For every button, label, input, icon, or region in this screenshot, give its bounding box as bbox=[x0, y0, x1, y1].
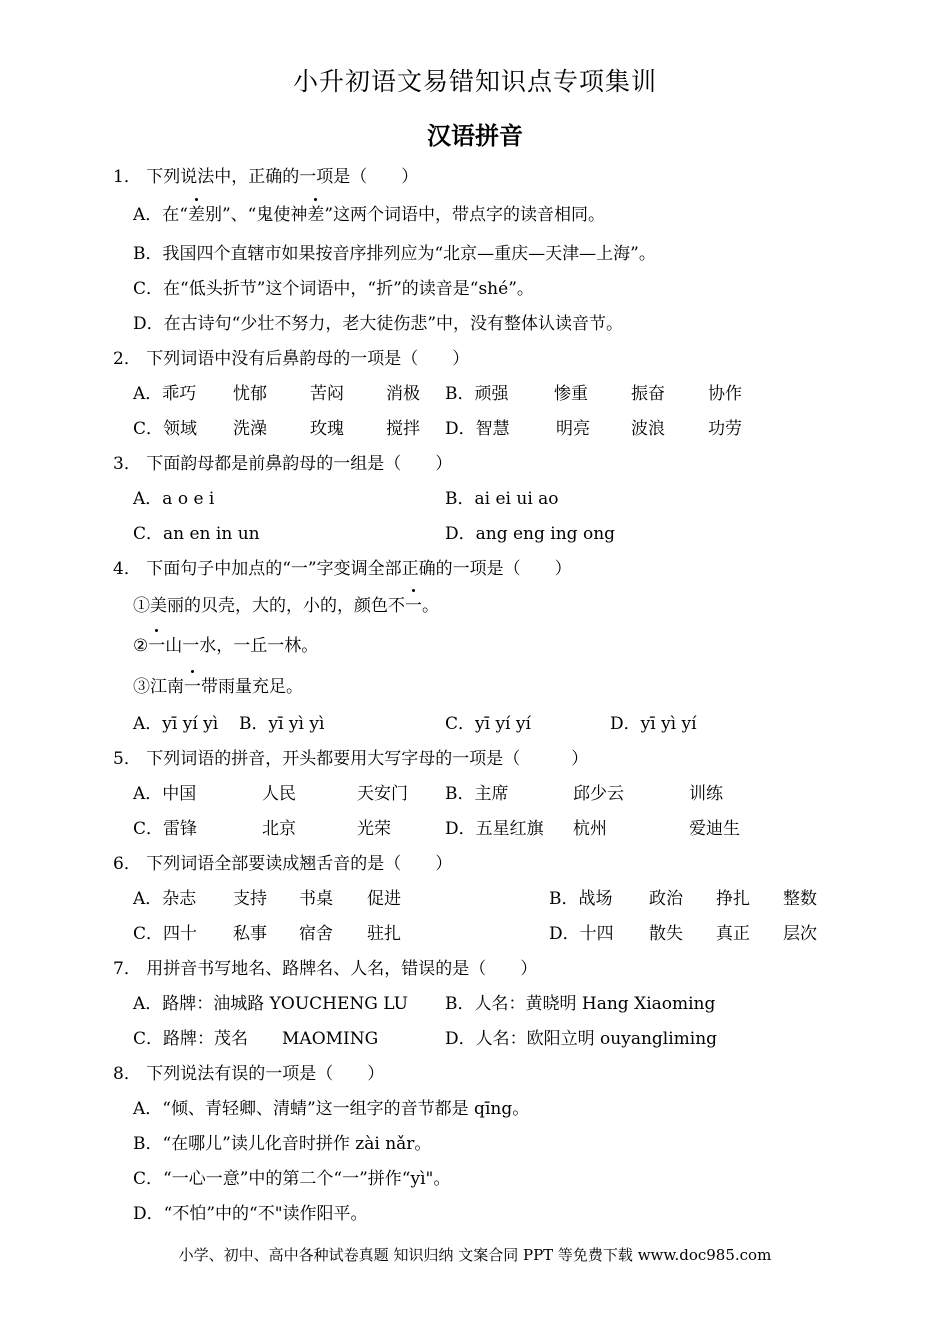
question-6-option-d: D．十四 bbox=[549, 924, 614, 944]
question-2-word: 忧郁 bbox=[233, 384, 267, 404]
page-title: 小升初语文易错知识点专项集训 bbox=[292, 67, 657, 96]
question-6-word: 散失 bbox=[649, 924, 683, 944]
question-5-option-c: C．雷锋 bbox=[133, 819, 198, 839]
question-3-option-d: D．ang eng ing ong bbox=[445, 524, 616, 544]
question-6-word: 整数 bbox=[783, 889, 817, 909]
question-1-option-d: D．在古诗句“少壮不努力，老大徒伤悲”中，没有整体认读音节。 bbox=[133, 314, 624, 334]
emphasis-dot-char: 一 bbox=[405, 596, 422, 616]
page-subtitle: 汉语拼音 bbox=[427, 122, 523, 150]
question-5-word: 训练 bbox=[689, 784, 723, 804]
question-8-option-d: D．“不怕”中的“不"读作阳平。 bbox=[133, 1204, 368, 1224]
question-8-stem: 8． 下列说法有误的一项是（ ） bbox=[113, 1064, 385, 1084]
question-7-stem: 7． 用拼音书写地名、路牌名、人名，错误的是（ ） bbox=[113, 959, 538, 979]
question-6-word: 层次 bbox=[783, 924, 817, 944]
question-6-word: 私事 bbox=[233, 924, 267, 944]
question-2-word: 搅拌 bbox=[386, 419, 420, 439]
question-4-option-c: C．yī yí yí bbox=[445, 714, 531, 734]
question-1-option-b: B．我国四个直辖市如果按音序排列应为“北京—重庆—天津—上海”。 bbox=[133, 244, 656, 264]
question-5-stem: 5． 下列词语的拼音，开头都要用大写字母的一项是（ ） bbox=[113, 749, 589, 769]
question-1-stem: 1． 下列说法中，正确的一项是（ ） bbox=[113, 167, 419, 187]
question-2-option-d: D．智慧 bbox=[445, 419, 510, 439]
question-2-option-b: B．顽强 bbox=[445, 384, 509, 404]
question-5-word: 杭州 bbox=[573, 819, 607, 839]
question-5-word: 天安门 bbox=[357, 784, 408, 804]
question-4-option-d: D．yī yì yí bbox=[610, 714, 697, 734]
question-7-option-a: A．路牌：油城路 YOUCHENG LU bbox=[133, 994, 408, 1014]
question-6-option-a: A．杂志 bbox=[133, 889, 197, 909]
emphasis-dot-char: 差 bbox=[307, 205, 325, 225]
emphasis-dot-char: 一 bbox=[184, 677, 201, 697]
question-4-sentence-3: ③江南一带雨量充足。 bbox=[133, 677, 303, 697]
question-2-word: 协作 bbox=[708, 384, 742, 404]
question-2-word: 玫瑰 bbox=[310, 419, 344, 439]
question-2-word: 振奋 bbox=[631, 384, 665, 404]
question-4-option-b: B．yī yì yì bbox=[239, 714, 325, 734]
emphasis-dot-char: 一 bbox=[148, 636, 166, 656]
question-2-word: 明亮 bbox=[556, 419, 590, 439]
question-4-stem: 4． 下面句子中加点的“一”字变调全部正确的一项是（ ） bbox=[113, 559, 572, 579]
question-4-option-a: A．yī yí yì bbox=[133, 714, 219, 734]
page-footer: 小学、初中、高中各种试卷真题 知识归纳 文案合同 PPT 等免费下载 www.doc985.com bbox=[178, 1246, 772, 1264]
question-8-option-a: A．“倾、青轻卿、清蜻”这一组字的音节都是 qīng。 bbox=[133, 1099, 530, 1119]
question-5-word: 光荣 bbox=[357, 819, 391, 839]
question-6-word: 真正 bbox=[716, 924, 750, 944]
question-1-option-c: C．在“低头折节”这个词语中，“折”的读音是“shé”。 bbox=[133, 279, 534, 299]
question-6-word: 宿舍 bbox=[299, 924, 333, 944]
question-2-word: 消极 bbox=[386, 384, 420, 404]
question-5-option-d: D．五星红旗 bbox=[445, 819, 544, 839]
question-6-option-c: C．四十 bbox=[133, 924, 198, 944]
question-2-word: 功劳 bbox=[708, 419, 742, 439]
question-6-word: 支持 bbox=[233, 889, 267, 909]
question-2-word: 惨重 bbox=[554, 384, 588, 404]
question-3-stem: 3． 下面韵母都是前鼻韵母的一组是（ ） bbox=[113, 454, 453, 474]
question-2-word: 波浪 bbox=[631, 419, 665, 439]
question-7-option-c: C．路牌：茂名 MAOMING bbox=[133, 1029, 379, 1049]
question-2-word: 苦闷 bbox=[310, 384, 344, 404]
question-5-option-a: A．中国 bbox=[133, 784, 197, 804]
question-5-word: 邱少云 bbox=[573, 784, 624, 804]
question-3-option-a: A．a o e i bbox=[133, 489, 215, 509]
question-8-option-b: B．“在哪儿”读儿化音时拼作 zài nǎr。 bbox=[133, 1134, 432, 1154]
question-5-option-b: B．主席 bbox=[445, 784, 509, 804]
question-3-option-b: B．ai ei ui ao bbox=[445, 489, 559, 509]
question-5-word: 北京 bbox=[262, 819, 296, 839]
question-1-option-a: A．在“差别”、“鬼使神差”这两个词语中，带点字的读音相同。 bbox=[133, 205, 606, 225]
question-5-word: 爱迪生 bbox=[689, 819, 740, 839]
question-4-sentence-2: ②一山一水，一丘一林。 bbox=[133, 636, 319, 656]
question-6-word: 政治 bbox=[649, 889, 683, 909]
question-6-stem: 6． 下列词语全部要读成翘舌音的是（ ） bbox=[113, 854, 453, 874]
question-6-word: 挣扎 bbox=[716, 889, 750, 909]
question-5-word: 人民 bbox=[262, 784, 296, 804]
question-3-option-c: C．an en in un bbox=[133, 524, 260, 544]
question-6-word: 驻扎 bbox=[367, 924, 401, 944]
question-6-word: 促进 bbox=[367, 889, 401, 909]
question-6-word: 书桌 bbox=[299, 889, 333, 909]
question-7-option-b: B．人名：黄晓明 Hang Xiaoming bbox=[445, 994, 716, 1014]
question-8-option-c: C．“一心一意”中的第二个“一”拼作“yì"。 bbox=[133, 1169, 451, 1189]
question-2-option-a: A．乖巧 bbox=[133, 384, 197, 404]
question-6-option-b: B．战场 bbox=[549, 889, 613, 909]
question-2-option-c: C．领域 bbox=[133, 419, 198, 439]
question-4-sentence-1: ①美丽的贝壳，大的，小的，颜色不一。 bbox=[133, 596, 439, 616]
question-7-option-d: D．人名：欧阳立明 ouyangliming bbox=[445, 1029, 718, 1049]
emphasis-dot-char: 差 bbox=[187, 205, 205, 225]
question-2-word: 洗澡 bbox=[233, 419, 267, 439]
question-2-stem: 2． 下列词语中没有后鼻韵母的一项是（ ） bbox=[113, 349, 470, 369]
